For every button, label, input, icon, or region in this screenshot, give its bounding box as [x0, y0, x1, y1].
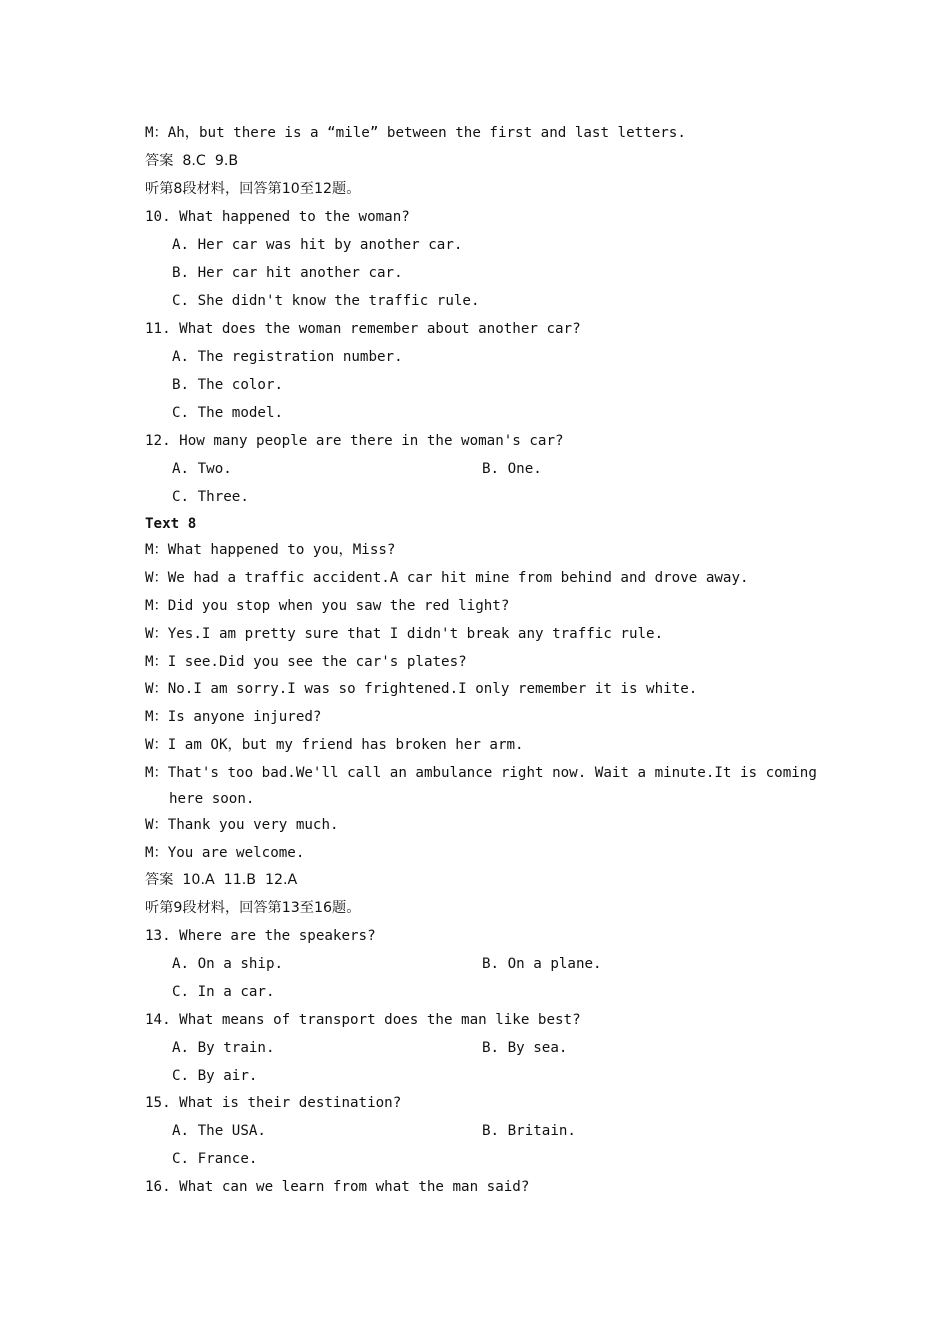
- option-11a: A. The registration number.: [172, 349, 403, 365]
- question-15: 15. What is their destination?: [145, 1095, 402, 1111]
- dialogue-line: W：Yes.I am pretty sure that I didn't break any traffic rule.: [145, 626, 664, 642]
- dialogue-line: M：Is anyone injured?: [145, 709, 322, 725]
- dialogue-line: W：No.I am sorry.I was so frightened.I only remember it is white.: [145, 681, 698, 697]
- option-10a: A. Her car was hit by another car.: [172, 237, 463, 253]
- section-instruction: 听第8段材料，回答第10至12题。: [145, 181, 361, 197]
- option-12c: C. Three.: [172, 489, 249, 505]
- dialogue-line: W：I am OK，but my friend has broken her arm.: [145, 737, 524, 753]
- dialogue-line: M：What happened to you，Miss?: [145, 542, 396, 558]
- option-12a: A. Two.: [172, 461, 232, 477]
- option-11c: C. The model.: [172, 405, 284, 421]
- dialogue-line: M：I see.Did you see the car's plates?: [145, 654, 467, 670]
- option-15b: B. Britain.: [482, 1123, 576, 1139]
- question-11: 11. What does the woman remember about another car?: [145, 321, 581, 337]
- question-13: 13. Where are the speakers?: [145, 928, 376, 944]
- answer-key: 答案 10.A 11.B 12.A: [145, 872, 298, 888]
- option-10b: B. Her car hit another car.: [172, 265, 403, 281]
- option-11b: B. The color.: [172, 377, 284, 393]
- option-15c: C. France.: [172, 1151, 258, 1167]
- option-13b: B. On a plane.: [482, 956, 602, 972]
- option-14b: B. By sea.: [482, 1040, 568, 1056]
- option-10c: C. She didn't know the traffic rule.: [172, 293, 480, 309]
- dialogue-line: M：Did you stop when you saw the red light?: [145, 598, 510, 614]
- option-14c: C. By air.: [172, 1068, 258, 1084]
- dialogue-line: M：That's too bad.We'll call an ambulance right now. Wait a minute.It is coming: [145, 765, 817, 781]
- option-14a: A. By train.: [172, 1040, 275, 1056]
- option-13a: A. On a ship.: [172, 956, 284, 972]
- dialogue-line: M：Ah，but there is a “mile” between the first and last letters.: [145, 125, 686, 141]
- dialogue-line: M：You are welcome.: [145, 845, 305, 861]
- question-12: 12. How many people are there in the woman's car?: [145, 433, 564, 449]
- section-instruction: 听第9段材料，回答第13至16题。: [145, 900, 361, 916]
- dialogue-line: W：We had a traffic accident.A car hit mine from behind and drove away.: [145, 570, 749, 586]
- option-15a: A. The USA.: [172, 1123, 266, 1139]
- question-16: 16. What can we learn from what the man said?: [145, 1179, 530, 1195]
- question-10: 10. What happened to the woman?: [145, 209, 410, 225]
- question-14: 14. What means of transport does the man like best?: [145, 1012, 581, 1028]
- option-12b: B. One.: [482, 461, 542, 477]
- dialogue-line: W：Thank you very much.: [145, 817, 339, 833]
- option-13c: C. In a car.: [172, 984, 275, 1000]
- answer-key: 答案 8.C 9.B: [145, 153, 239, 169]
- text-heading: Text 8: [145, 516, 197, 532]
- dialogue-line-continuation: here soon.: [169, 791, 255, 807]
